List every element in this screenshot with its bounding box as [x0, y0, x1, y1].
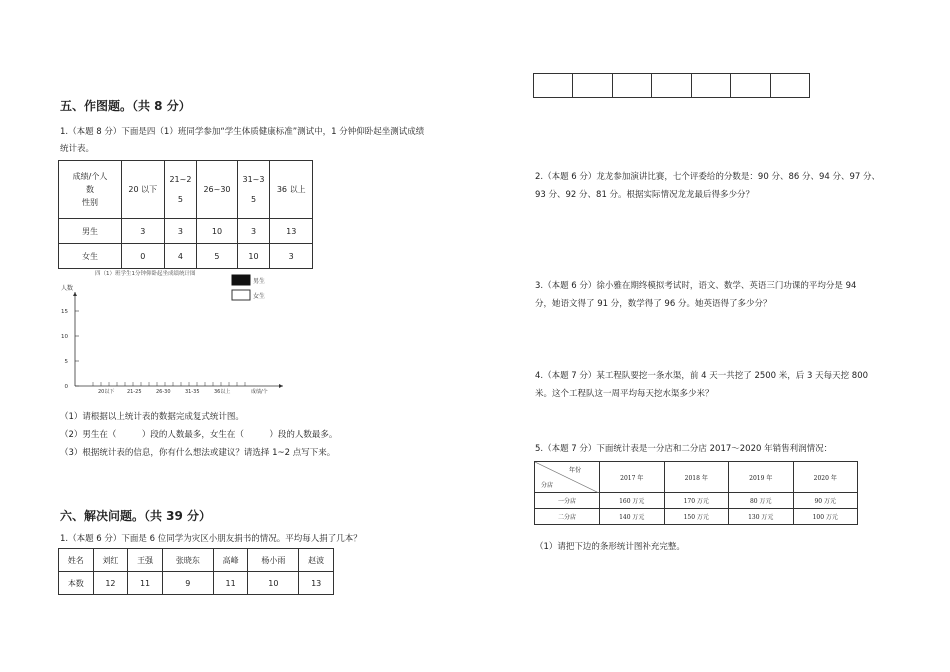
answer-box[interactable] [731, 74, 770, 98]
donation-value: 10 [248, 572, 299, 595]
situp-table [58, 160, 313, 269]
q3-line1: 3.（本题 6 分）徐小雅在期终模拟考试时，语文、数学、英语三门功课的平均分是 94 [535, 281, 857, 291]
donation-value: 12 [93, 572, 128, 595]
row-label-girls: 女生 [59, 244, 122, 269]
sales-row-label: 二分店 [535, 509, 600, 525]
q4-line2: 米。这个工程队这一周平均每天挖水渠多少米？ [535, 389, 714, 399]
x-axis-label: 成绩/个 [251, 389, 268, 395]
y-tick-label: 5 [64, 359, 68, 365]
y-axis-label: 人数 [61, 285, 74, 292]
subq3-text: （3）根据统计表的信息，你有什么想法或建议？请选择 1~2 点写下来。 [60, 448, 336, 458]
subq2-text: （2）男生在（ ）段的人数最多，女生在（ ）段的人数最多。 [60, 430, 338, 440]
sales-year: 2020 年 [793, 462, 858, 493]
answer-box[interactable] [652, 74, 691, 98]
q2-line1: 2.（本题 6 分）龙龙参加演讲比赛，七个评委给的分数是：90 分、86 分、94 分、97 分、 [535, 172, 880, 182]
sales-value: 100 万元 [793, 509, 858, 525]
answer-box[interactable] [534, 74, 573, 98]
table-cell: 0 [122, 244, 165, 269]
q1-text-line2: 统计表。 [60, 144, 95, 154]
col-header: 31~3 5 [237, 161, 270, 219]
sales-value: 170 万元 [664, 493, 729, 509]
col-header: 26~30 [197, 161, 237, 219]
legend-label-girls: 女生 [253, 293, 266, 300]
sales-year: 2019 年 [729, 462, 794, 493]
x-category-label: 31-35 [185, 389, 200, 395]
donation-name: 高峰 [213, 549, 248, 572]
legend-swatch-girls [232, 290, 250, 300]
sales-row-label: 一分店 [535, 493, 600, 509]
q3-line2: 分，她语文得了 91 分，数学得了 96 分。她英语得了多少分？ [535, 299, 772, 309]
col-header: 21~2 5 [164, 161, 197, 219]
section5-title: 五、作图题。（共 8 分） [60, 99, 191, 113]
table-cell: 3 [164, 219, 197, 244]
answer-box[interactable] [770, 74, 809, 98]
donation-value: 13 [299, 572, 334, 595]
sales-corner: 年份 分店 [535, 462, 600, 493]
legend-label-boys: 男生 [253, 278, 266, 285]
sales-value: 140 万元 [600, 509, 665, 525]
donation-value: 11 [128, 572, 163, 595]
situp-bar-chart [55, 268, 315, 400]
x-category-label: 20以下 [98, 389, 115, 395]
x-axis-arrow [279, 384, 283, 388]
donation-value: 9 [162, 572, 213, 595]
q4-line1: 4.（本题 7 分）某工程队要挖一条水渠，前 4 天一共挖了 2500 米，后 3 天每天挖 800 [535, 371, 869, 381]
sales-year: 2017 年 [600, 462, 665, 493]
x-category-label: 36以上 [214, 389, 231, 395]
table-cell: 4 [164, 244, 197, 269]
table-cell: 10 [237, 244, 270, 269]
answer-box[interactable] [612, 74, 651, 98]
donation-row-label: 本数 [59, 572, 94, 595]
x-category-label: 26-30 [156, 389, 171, 395]
table-cell: 3 [237, 219, 270, 244]
sales-year: 2018 年 [664, 462, 729, 493]
s6-q1-text: 1.（本题 6 分）下面是 6 位同学为灾区小朋友捐书的情况。平均每人捐了几本？ [60, 534, 362, 544]
sales-value: 160 万元 [600, 493, 665, 509]
col-header: 20 以下 [122, 161, 165, 219]
answer-box-row [533, 73, 810, 98]
donation-header-label: 姓名 [59, 549, 94, 572]
donation-name: 刘红 [93, 549, 128, 572]
q1-text-line1: 1.（本题 8 分）下面是四（1）班同学参加“学生体质健康标准”测试中，1 分钟仰卧起坐测试成绩 [60, 127, 425, 137]
sales-value: 90 万元 [793, 493, 858, 509]
donation-name: 赵波 [299, 549, 334, 572]
table-cell: 5 [197, 244, 237, 269]
section6-title: 六、解决问题。（共 39 分） [60, 509, 212, 523]
donation-name: 杨小雨 [248, 549, 299, 572]
q5-text: 5.（本题 7 分）下面统计表是一分店和二分店 2017～2020 年销售利润情况： [535, 444, 833, 454]
answer-box[interactable] [691, 74, 730, 98]
table-cell: 3 [122, 219, 165, 244]
y-tick-label: 10 [61, 334, 68, 340]
donation-name: 王强 [128, 549, 163, 572]
table-cell: 13 [270, 219, 313, 244]
legend-swatch-boys [232, 275, 250, 285]
col-header: 36 以上 [270, 161, 313, 219]
chart-title: 四（1）班学生1分钟仰卧起坐成绩统计图 [95, 271, 196, 277]
y-axis-arrow [73, 292, 77, 296]
donation-table [58, 548, 334, 595]
sales-value: 80 万元 [729, 493, 794, 509]
y-tick-label: 0 [64, 384, 68, 390]
y-tick-label: 15 [61, 309, 68, 315]
sales-value: 130 万元 [729, 509, 794, 525]
q5-sub1: （1）请把下边的条形统计图补充完整。 [535, 542, 685, 552]
sales-value: 150 万元 [664, 509, 729, 525]
q2-line2: 93 分、92 分、81 分。根据实际情况龙龙最后得多少分？ [535, 190, 755, 200]
sales-table [534, 461, 858, 525]
table-header-corner: 成绩/个人 数 性别 [59, 161, 122, 219]
table-cell: 10 [197, 219, 237, 244]
table-cell: 3 [270, 244, 313, 269]
row-label-boys: 男生 [59, 219, 122, 244]
x-category-label: 21-25 [127, 389, 142, 395]
answer-box[interactable] [573, 74, 612, 98]
donation-name: 张晓东 [162, 549, 213, 572]
donation-value: 11 [213, 572, 248, 595]
subq1-text: （1）请根据以上统计表的数据完成复式统计图。 [60, 412, 244, 422]
